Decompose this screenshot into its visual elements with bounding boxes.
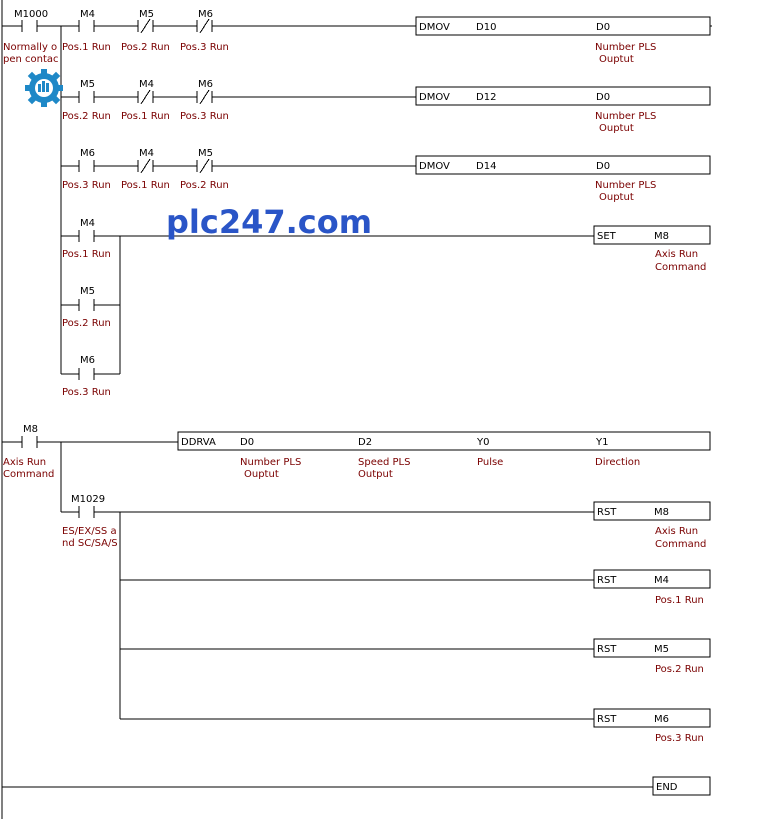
instruction-ddrva[interactable] [178, 432, 710, 480]
contact-device-label: M4 [139, 79, 154, 90]
instruction-op: DMOV [419, 161, 450, 172]
operand-comment: Output [358, 469, 393, 480]
instruction-operand: D14 [476, 161, 497, 172]
operand-comment: Pos.3 Run [655, 733, 704, 744]
instruction-set-m8[interactable] [594, 226, 710, 273]
contact-m1029[interactable] [62, 494, 118, 549]
operand-comment: Number PLS [595, 111, 657, 122]
watermark: plc247.com [166, 203, 373, 241]
contact-r3-m4[interactable] [121, 148, 170, 191]
operand-comment: Pulse [477, 457, 504, 468]
contact-comment: Pos.1 Run [121, 180, 170, 191]
instruction-op: SET [597, 231, 616, 242]
instruction-dmov-d14[interactable] [416, 156, 710, 203]
instruction-operand: M8 [654, 507, 669, 518]
contact-comment: pen contac [3, 54, 59, 65]
instruction-operand: D0 [240, 437, 255, 448]
instruction-rst-m8[interactable] [594, 502, 710, 550]
instruction-op: DMOV [419, 92, 450, 103]
instruction-operand: D0 [596, 92, 611, 103]
plc247-gear-logo-icon [25, 69, 63, 107]
contact-device-label: M5 [80, 79, 95, 90]
contact-comment: Pos.1 Run [121, 111, 170, 122]
instruction-operand: D0 [596, 161, 611, 172]
operand-comment: Command [655, 262, 707, 273]
contact-r6-m6[interactable] [62, 355, 111, 398]
operand-comment: Ouptut [599, 192, 634, 203]
contact-r1-m5[interactable] [121, 9, 170, 53]
contact-comment: Normally o [3, 42, 58, 53]
instruction-op: RST [597, 507, 617, 518]
contact-comment: Command [3, 469, 55, 480]
instruction-operand: M6 [654, 714, 669, 725]
operand-comment: Pos.2 Run [655, 664, 704, 675]
contact-device-label: M4 [139, 148, 154, 159]
instruction-operand: D12 [476, 92, 497, 103]
operand-comment: Ouptut [599, 54, 634, 65]
contact-comment: Axis Run [3, 457, 47, 468]
contact-comment: Pos.3 Run [62, 387, 111, 398]
contact-device-label: M6 [198, 79, 213, 90]
contact-comment: Pos.2 Run [62, 111, 111, 122]
contact-comment: ES/EX/SS a [62, 526, 117, 537]
contact-comment: Pos.3 Run [62, 180, 111, 191]
contact-device-label: M8 [23, 424, 38, 435]
operand-comment: Ouptut [599, 123, 634, 134]
contact-device-label: M6 [198, 9, 213, 20]
contact-r2-m4[interactable] [121, 79, 170, 122]
operand-comment: Command [655, 539, 707, 550]
contact-m1000[interactable] [3, 9, 59, 65]
instruction-rst-m6[interactable] [594, 709, 710, 744]
operand-comment: Ouptut [244, 469, 279, 480]
contact-comment: Pos.1 Run [62, 249, 111, 260]
operand-comment: Number PLS [240, 457, 302, 468]
contact-device-label: M1000 [14, 9, 49, 20]
operand-comment: Axis Run [655, 526, 699, 537]
instruction-operand: D2 [358, 437, 373, 448]
instruction-operand: D0 [596, 22, 611, 33]
instruction-dmov-d12[interactable] [416, 87, 710, 134]
operand-comment: Axis Run [655, 249, 699, 260]
instruction-op: END [656, 782, 678, 793]
instruction-operand: Y0 [477, 437, 490, 448]
contact-device-label: M4 [80, 9, 95, 20]
instruction-op: DMOV [419, 22, 450, 33]
operand-comment: Direction [595, 457, 641, 468]
contact-device-label: M1029 [71, 494, 106, 505]
contact-comment: Pos.3 Run [180, 111, 229, 122]
contact-r2-m5[interactable] [62, 79, 111, 122]
operand-comment: Number PLS [595, 180, 657, 191]
contact-device-label: M6 [80, 148, 95, 159]
contact-device-label: M5 [139, 9, 154, 20]
contact-device-label: M4 [80, 218, 95, 229]
contact-comment: Pos.3 Run [180, 42, 229, 53]
operand-comment: Speed PLS [358, 457, 411, 468]
instruction-operand: Y1 [596, 437, 609, 448]
operand-comment: Number PLS [595, 42, 657, 53]
instruction-operand: M5 [654, 644, 669, 655]
operand-comment: Pos.1 Run [655, 595, 704, 606]
contact-comment: Pos.1 Run [62, 42, 111, 53]
contact-m8[interactable] [3, 424, 54, 480]
instruction-rst-m4[interactable] [594, 570, 710, 606]
contact-r1-m4[interactable] [62, 9, 111, 53]
contact-r4-m4[interactable] [62, 218, 111, 260]
instruction-operand: M4 [654, 575, 669, 586]
contact-comment: nd SC/SA/S [62, 538, 118, 549]
contact-device-label: M5 [80, 286, 95, 297]
instruction-operand: D10 [476, 22, 497, 33]
instruction-dmov-d10[interactable] [416, 17, 710, 65]
instruction-op: RST [597, 714, 617, 725]
contact-device-label: M5 [198, 148, 213, 159]
contact-r1-m6[interactable] [180, 9, 229, 53]
instruction-op: RST [597, 644, 617, 655]
instruction-rst-m5[interactable] [594, 639, 710, 675]
instruction-operand: M8 [654, 231, 669, 242]
contact-r3-m5[interactable] [180, 148, 229, 191]
contact-device-label: M6 [80, 355, 95, 366]
contact-comment: Pos.2 Run [180, 180, 229, 191]
contact-r3-m6[interactable] [62, 148, 111, 191]
contact-comment: Pos.2 Run [62, 318, 111, 329]
contact-r5-m5[interactable] [62, 286, 111, 329]
contact-r2-m6[interactable] [180, 79, 229, 122]
instruction-op: DDRVA [181, 437, 216, 448]
instruction-end[interactable] [653, 777, 710, 795]
instruction-op: RST [597, 575, 617, 586]
contact-comment: Pos.2 Run [121, 42, 170, 53]
